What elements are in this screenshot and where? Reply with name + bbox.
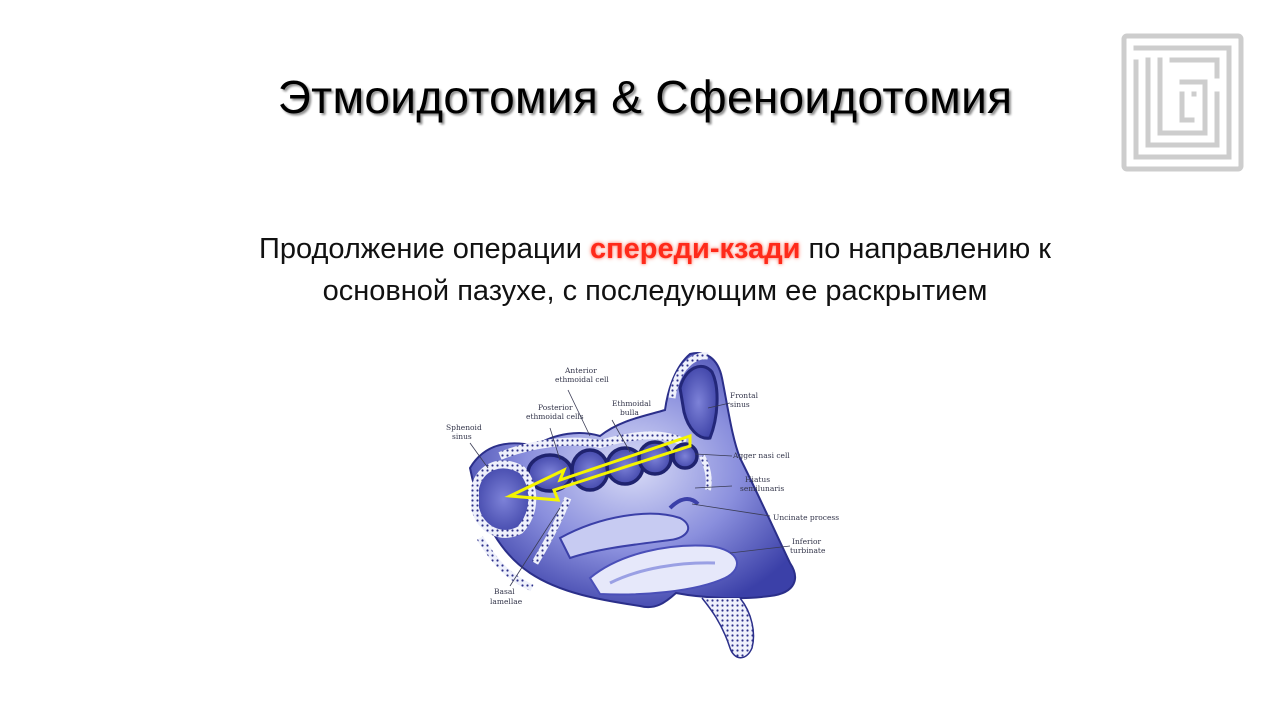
label-basal-2: lamellae — [490, 597, 523, 606]
body-text-after: по направлению к — [808, 233, 1051, 265]
body-text — [130, 228, 1180, 312]
body-line-1 — [130, 228, 1180, 270]
label-basal: Basal — [494, 587, 515, 596]
label-posterior: Posterior — [538, 403, 573, 412]
label-inferior-2: turbinate — [790, 546, 826, 555]
label-anterior-ethmoidal: Anterior — [565, 366, 597, 375]
label-posterior-2: ethmoidal cells — [526, 412, 584, 421]
maze-logo — [1120, 32, 1245, 173]
body-line-2: основной пазухе, с последующим ее раскрытием — [322, 275, 988, 307]
nasal-anatomy-figure — [440, 348, 860, 668]
label-bulla-2: bulla — [620, 408, 639, 417]
label-frontal: Frontal — [730, 391, 759, 400]
label-sphenoid-2: sinus — [452, 432, 472, 441]
label-hiatus-2: semilunaris — [740, 484, 785, 493]
slide-title: Этмоидотомия & Сфеноидотомия — [277, 71, 1013, 123]
body-text-before: Продолжение операции — [259, 233, 582, 265]
label-hiatus: Hiatus — [745, 475, 771, 484]
label-frontal-2: sinus — [730, 400, 750, 409]
sphenoid-sinus-shape — [475, 464, 532, 533]
label-bulla: Ethmoidal — [612, 399, 652, 408]
label-sphenoid: Sphenoid — [446, 423, 482, 432]
label-uncinate: Uncinate process — [773, 513, 840, 522]
highlight-text: спереди-кзади — [590, 233, 801, 265]
label-agger: Agger nasi cell — [733, 451, 790, 460]
label-inferior: Inferior — [792, 537, 822, 546]
label-anterior-ethmoidal-2: ethmoidal cell — [555, 375, 609, 384]
